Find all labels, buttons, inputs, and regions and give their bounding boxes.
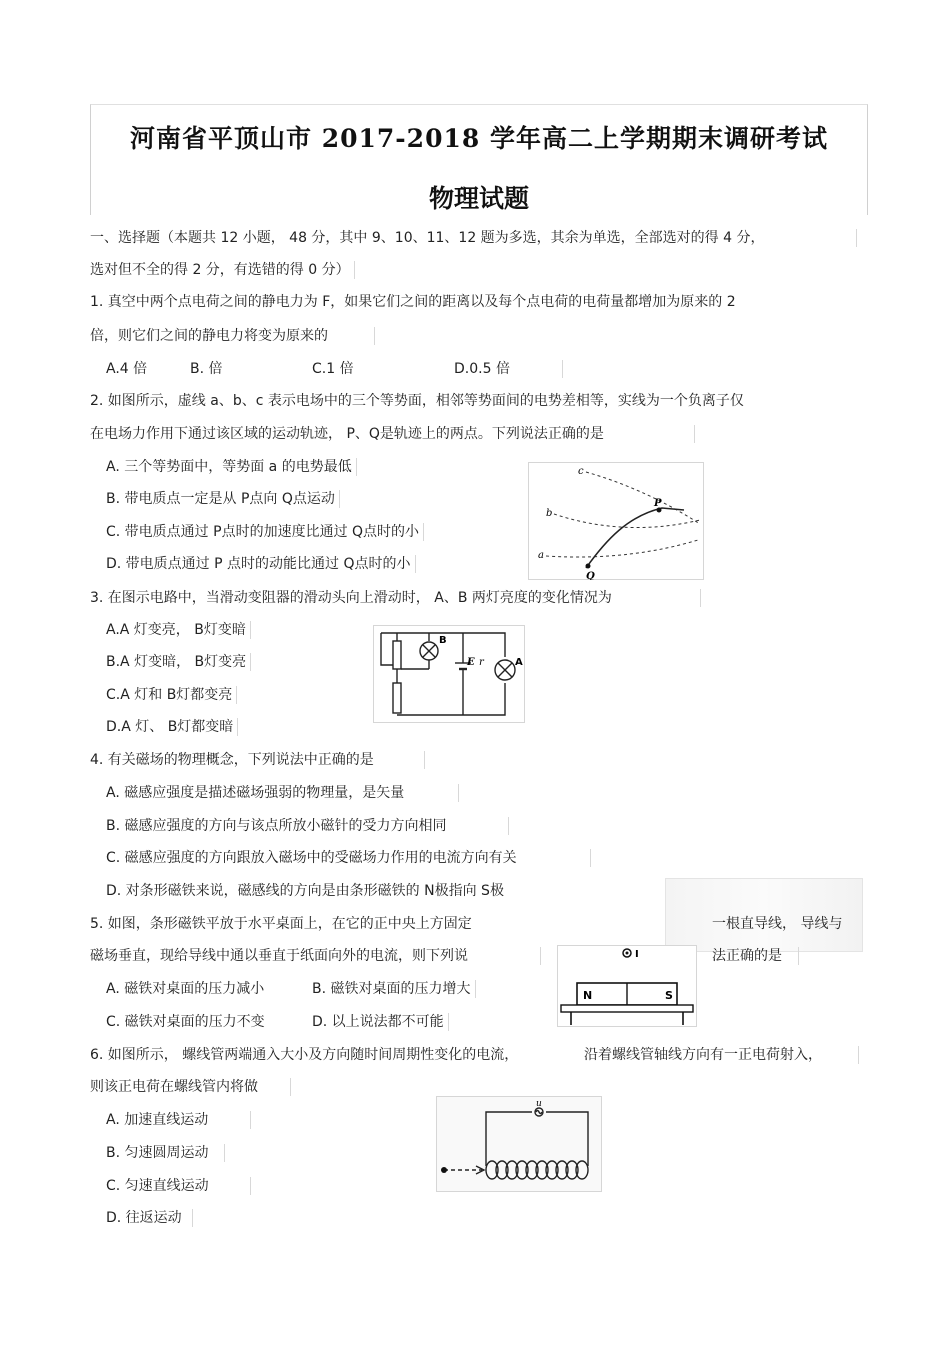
q3-option-c: C.A 灯和 B灯都变亮: [106, 686, 237, 704]
q1-option-a: A.4 倍: [106, 361, 148, 377]
q6-stem-line2: 则该正电荷在螺线管内将做: [90, 1078, 291, 1096]
q1-option-c: C.1 倍: [312, 361, 354, 377]
q1-option-d: D.0.5 倍: [454, 360, 563, 378]
q2-option-d: D. 带电质点通过 P 点时的动能比通过 Q点时的小: [106, 555, 416, 573]
q5-stem-line1a: 5. 如图，条形磁铁平放于水平桌面上，在它的正中央上方固定: [90, 916, 472, 932]
q5-stem-line2a: 磁场垂直，现给导线中通以垂直于纸面向外的电流，则下列说: [90, 947, 541, 965]
q5-option-b: B. 磁铁对桌面的压力增大: [312, 980, 476, 998]
page-subtitle: 物理试题: [428, 184, 529, 213]
q1-stem-line2: 倍，则它们之间的静电力将变为原来的: [90, 327, 375, 345]
label-current: I: [635, 949, 639, 960]
q6-option-a: A. 加速直线运动: [106, 1111, 251, 1129]
label-voltage: u: [536, 1099, 542, 1109]
section-header-line1: 一、选择题（本题共 12 小题， 48 分，其中 9、10、11、12 题为多选，其余为单选，全部选对的得 4 分，: [90, 229, 857, 247]
q5-stem-line1b: 一根直导线， 导线与: [712, 916, 843, 932]
q2-option-a: A. 三个等势面中，等势面 a 的电势最低: [106, 458, 357, 476]
q4-option-d: D. 对条形磁铁来说，磁感线的方向是由条形磁铁的 N极指向 S极: [106, 883, 504, 899]
q3-option-d: D.A 灯、 B灯都变暗: [106, 718, 238, 736]
positive-charge: [441, 1167, 447, 1173]
q5-stem-line2b: 法正确的是: [712, 947, 799, 965]
label-a: a: [538, 550, 544, 561]
q5-magnet-figure: [557, 945, 697, 1027]
q6-option-d: D. 往返运动: [106, 1209, 193, 1227]
q2-stem-line2: 在电场力作用下通过该区域的运动轨迹， P、Q是轨迹上的两点。下列说法正确的是: [90, 425, 695, 443]
q6-stem-line1a: 6. 如图所示， 螺线管两端通入大小及方向随时间周期性变化的电流，: [90, 1047, 519, 1063]
q3-stem: 3. 在图示电路中，当滑动变阻器的滑动头向上滑动时， A、B 两灯亮度的变化情况为: [90, 589, 701, 607]
label-south: S: [665, 989, 673, 1002]
q6-option-b: B. 匀速圆周运动: [106, 1144, 225, 1162]
q3-option-a: A.A 灯变亮， B灯变暗: [106, 621, 251, 639]
q4-option-c: C. 磁感应强度的方向跟放入磁场中的受磁场力作用的电流方向有关: [106, 849, 591, 867]
q3-circuit-figure: [373, 625, 525, 723]
q4-option-b: B. 磁感应强度的方向与该点所放小磁针的受力方向相同: [106, 817, 509, 835]
q6-stem-line1b: 沿着螺线管轴线方向有一正电荷射入，: [584, 1046, 859, 1064]
q2-equipotential-figure: [528, 462, 704, 580]
q3-option-b: B.A 灯变暗， B灯变亮: [106, 653, 251, 671]
q5-option-d: D. 以上说法都不可能: [312, 1013, 449, 1031]
label-p: P: [654, 498, 662, 509]
label-internal-resistance: r: [479, 657, 484, 668]
q6-solenoid-figure: [436, 1096, 602, 1192]
table-top: [561, 1005, 693, 1012]
q2-stem-line1: 2. 如图所示，虚线 a、b、c 表示电场中的三个等势面，相邻等势面间的电势差相等，实线为一个负离子仅: [90, 393, 744, 409]
q6-option-c: C. 匀速直线运动: [106, 1177, 251, 1195]
page-title: 河南省平顶山市 2017-2018 学年高二上学期期末调研考试: [130, 124, 828, 153]
q4-stem: 4. 有关磁场的物理概念，下列说法中正确的是: [90, 751, 425, 769]
q2-option-b: B. 带电质点一定是从 P点向 Q点运动: [106, 490, 340, 508]
q2-option-c: C. 带电质点通过 P点时的加速度比通过 Q点时的小: [106, 523, 424, 541]
q4-option-a: A. 磁感应强度是描述磁场强弱的物理量，是矢量: [106, 784, 459, 802]
title-box: [90, 104, 868, 215]
q5-option-c: C. 磁铁对桌面的压力不变: [106, 1014, 265, 1030]
point-q-dot: [586, 564, 591, 569]
label-north: N: [583, 989, 593, 1002]
q5-option-a: A. 磁铁对桌面的压力减小: [106, 981, 265, 997]
q1-option-b: B. 倍: [190, 361, 223, 377]
section-header-line2: 选对但不全的得 2 分，有选错的得 0 分）: [90, 261, 355, 279]
label-lamp-a: A: [515, 657, 523, 668]
wire-current-dot: [626, 952, 629, 955]
label-c: c: [578, 466, 584, 477]
label-lamp-b: B: [439, 635, 447, 646]
q1-stem-line1: 1. 真空中两个点电荷之间的静电力为 F，如果它们之间的距离以及每个点电荷的电荷量都增加为原来的 2: [90, 294, 736, 310]
label-b: b: [546, 508, 553, 519]
label-emf: E: [467, 657, 475, 668]
label-q: Q: [586, 571, 595, 580]
